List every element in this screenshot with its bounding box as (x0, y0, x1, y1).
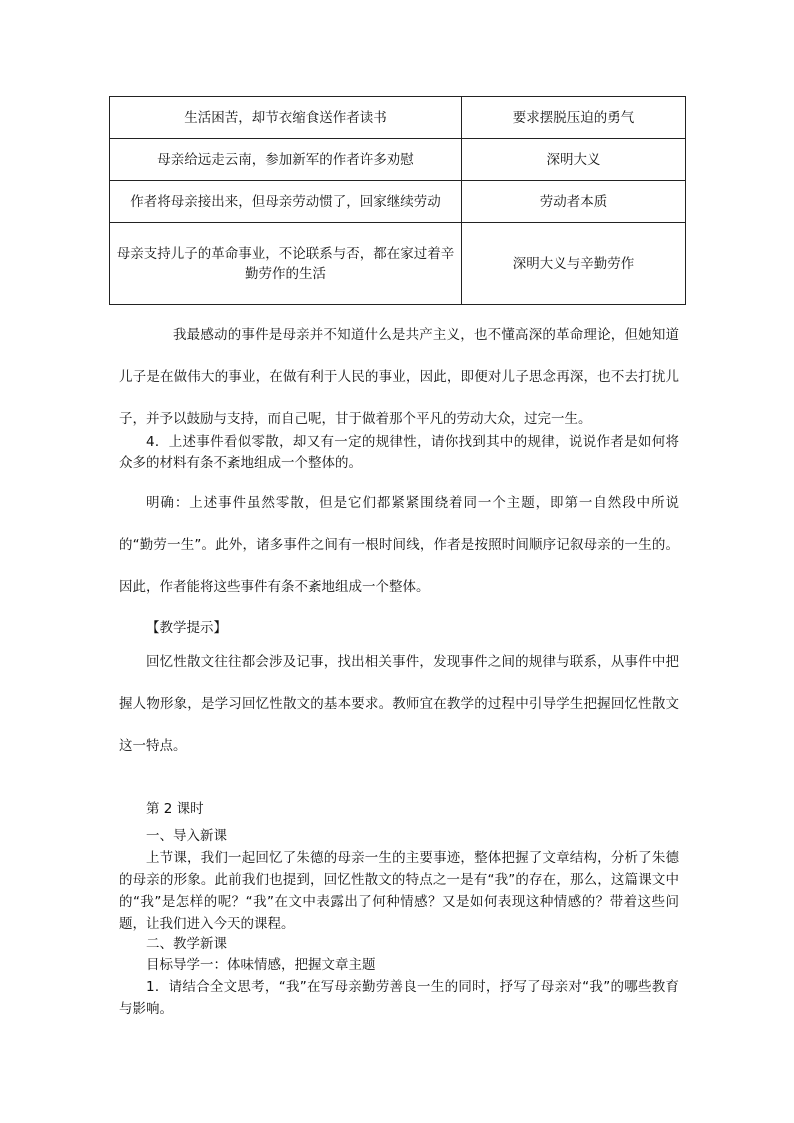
intro-paragraph: 上节课，我们一起回忆了朱德的母亲一生的主要事迹，整体把握了文章结构，分析了朱德的母亲的形象。此前我们也提到，回忆性散文的特点之一是有“我”的存在，那么，这篇课文中的“我”是怎样的呢？“我”在文中表露出了何种情感？又是如何表现这种情感的？带着这些问题，让我们进入今天的课程。 (119, 850, 679, 932)
quality-cell: 要求摆脱压迫的勇气 (462, 97, 686, 139)
table-row (110, 181, 686, 223)
section-heading-intro: 一、导入新课 (146, 828, 227, 844)
event-cell: 母亲支持儿子的革命事业，不论联系与否，都在家过着辛勤劳作的生活 (110, 223, 462, 305)
answer-4: 明确：上述事件虽然零散，但是它们都紧紧围绕着同一个主题，即第一自然段中所说的“勤劳一生”。此外，诸多事件之间有一根时间线，作者是按照时间顺序记叙母亲的一生的。因此，作者能将这些事件有条不紊地组成一个整体。 (119, 495, 679, 595)
table-row (110, 139, 686, 181)
event-cell: 生活困苦，却节衣缩食送作者读书 (110, 97, 462, 139)
teaching-tip: 回忆性散文往往都会涉及记事，找出相关事件，发现事件之间的规律与联系，从事件中把握人物形象，是学习回忆性散文的基本要求。教师宜在教学的过程中引导学生把握回忆性散文这一特点。 (119, 654, 679, 754)
teaching-tip-heading: 【教学提示】 (146, 620, 227, 636)
events-table (109, 96, 686, 305)
table-row (110, 97, 686, 139)
goal-1-heading: 目标导学一：体味情感，把握文章主题 (146, 957, 376, 973)
question-4: 4．上述事件看似零散，却又有一定的规律性，请你找到其中的规律，说说作者是如何将众多的材料有条不紊地组成一个整体的。 (119, 434, 679, 471)
event-cell: 母亲给远走云南，参加新军的作者许多劝慰 (110, 139, 462, 181)
event-cell: 作者将母亲接出来，但母亲劳动惯了，回家继续劳动 (110, 181, 462, 223)
lesson-title: 第 2 课时 (146, 801, 204, 817)
quality-cell: 深明大义与辛勤劳作 (462, 223, 686, 305)
quality-cell: 劳动者本质 (462, 181, 686, 223)
question-1: 1．请结合全文思考，“我”在写母亲勤劳善良一生的同时，抒写了母亲对“我”的哪些教育与影响。 (119, 979, 679, 1017)
section-heading-teaching: 二、教学新课 (146, 936, 227, 952)
quality-cell: 深明大义 (462, 139, 686, 181)
table-row (110, 223, 686, 305)
moving-event-paragraph: 我最感动的事件是母亲并不知道什么是共产主义，也不懂高深的革命理论，但她知道儿子是在做伟大的事业，在做有利于人民的事业，因此，即便对儿子思念再深，也不去打扰儿子，并予以鼓励与支持，而自己呢，甘于做着那个平凡的劳动大众，过完一生。 (119, 327, 679, 427)
